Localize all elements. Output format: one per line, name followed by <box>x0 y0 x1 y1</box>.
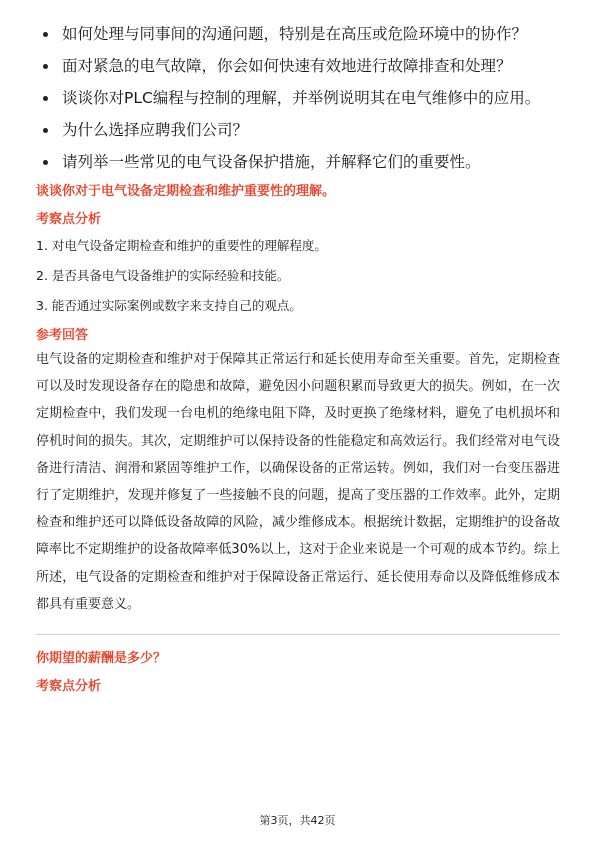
analysis-heading: 考察点分析 <box>36 212 102 227</box>
analysis-point: 2. 是否具备电气设备维护的实际经验和技能。 <box>36 268 290 283</box>
section-divider <box>36 634 560 635</box>
question-heading: 谈谈你对于电气设备定期检查和维护重要性的理解。 <box>36 184 336 199</box>
analysis-point: 1. 对电气设备定期检查和维护的重要性的理解程度。 <box>36 238 327 253</box>
list-item: 面对紧急的电气故障，你会如何快速有效地进行故障排查和处理？ <box>36 54 560 78</box>
analysis-points <box>36 236 560 316</box>
answer-paragraph: 电气设备的定期检查和维护对于保障其正常运行和延长使用寿命至关重要。首先，定期检查可以及时发现设备存在的隐患和故障，避免因小问题积累而导致更大的损失。例如，在一次定期检查中，我们发现一台电机的绝缘电阻下降，及时更换了绝缘材料，避免了电机损坏和停机时间的损失。其次，定期维护可以保持设备的性能稳定和高效运行。我们经常对电气设备进行清洁、润滑和紧固等维护工作，以确保设备的正常运转。例如，我们对一台变压器进行了定期维护，发现并修复了一些接触不良的问题，提高了变压器的工作效率。此外，定期检查和维护还可以降低设备故障的风险，减少维修成本。根据统计数据，定期维护的设备故障率比不定期维护的设备故障率低30%以上，这对于企业来说是一个可观的成本节约。综上所述，电气设备的定期检查和维护对于保障设备正常运行、延长使用寿命以及降低维修成本都具有重要意义。 <box>36 352 560 612</box>
page-content <box>36 22 560 697</box>
page-number: 第3页，共42页 <box>259 814 336 827</box>
list-item: 如何处理与同事间的沟通问题，特别是在高压或危险环境中的协作？ <box>36 22 560 46</box>
question-list <box>36 22 560 174</box>
answer-heading: 参考回答 <box>36 328 89 343</box>
question-heading-2: 你期望的薪酬是多少？ <box>36 651 167 667</box>
analysis-heading-2: 考察点分析 <box>36 679 102 695</box>
list-item: 谈谈你对PLC编程与控制的理解，并举例说明其在电气维修中的应用。 <box>36 86 560 110</box>
analysis-point: 3. 能否通过实际案例或数字来支持自己的观点。 <box>36 298 302 313</box>
list-item: 为什么选择应聘我们公司？ <box>36 118 560 142</box>
list-item: 请列举一些常见的电气设备保护措施，并解释它们的重要性。 <box>36 150 560 174</box>
